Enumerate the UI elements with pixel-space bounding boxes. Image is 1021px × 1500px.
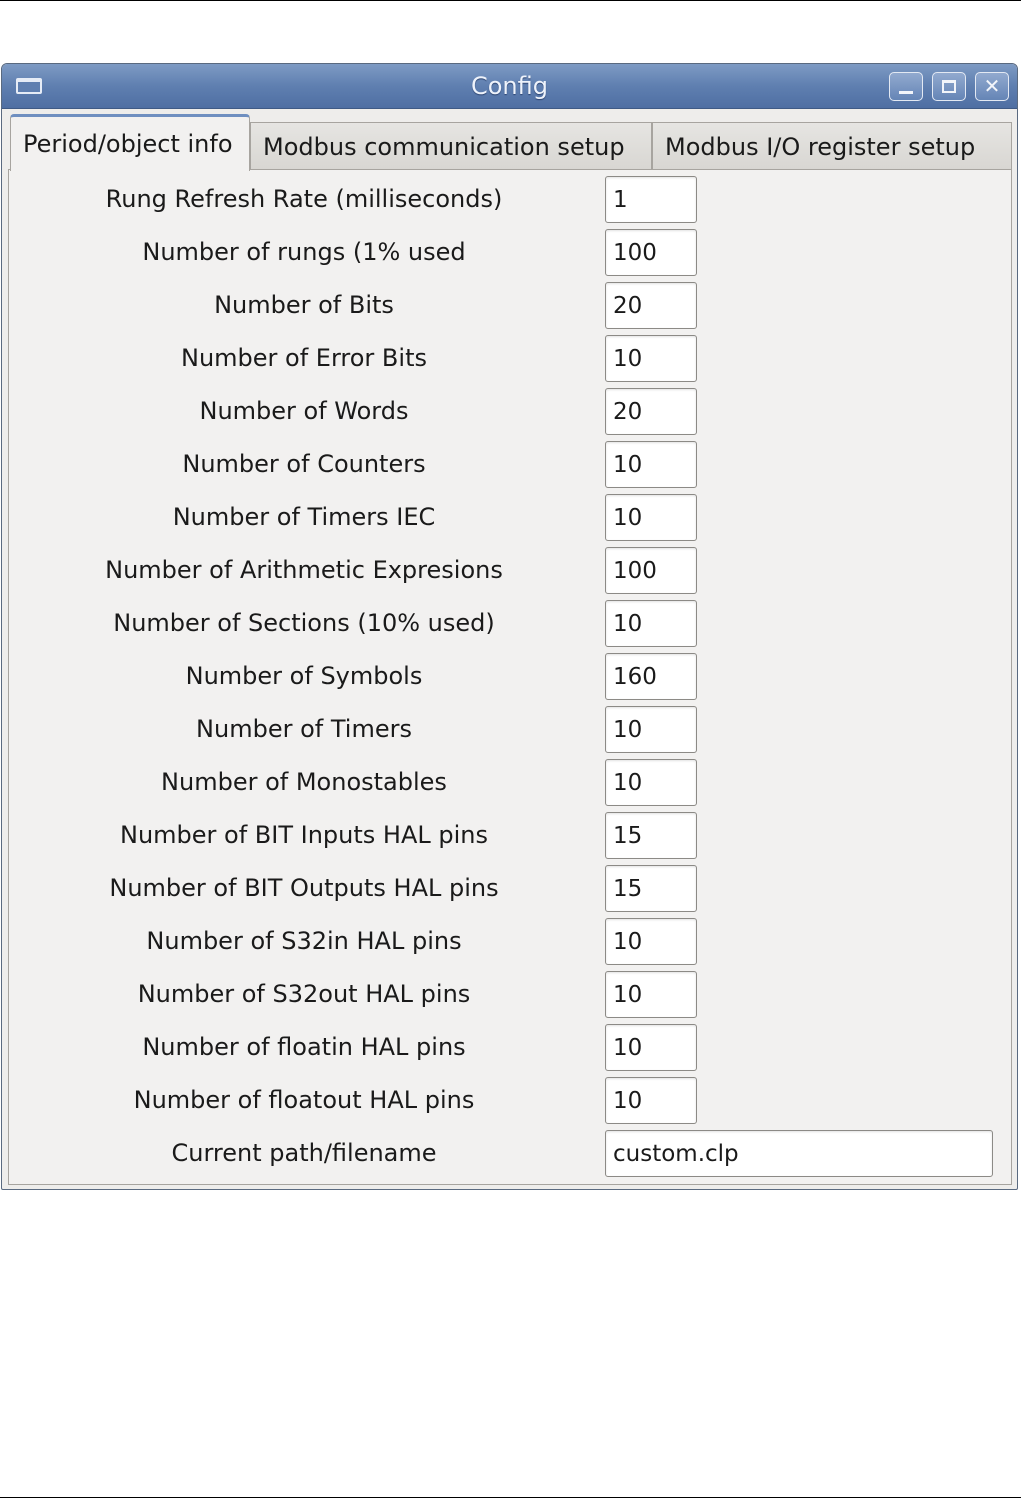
field-row-floatin xyxy=(9,1023,1011,1072)
field-label: Number of BIT Outputs HAL pins xyxy=(109,874,499,902)
field-row-rung-refresh-rate xyxy=(9,175,1011,224)
field-row-bits xyxy=(9,281,1011,330)
field-label: Number of Monostables xyxy=(161,768,447,796)
close-button[interactable] xyxy=(975,72,1009,101)
page-bottom-rule xyxy=(0,1497,1021,1498)
minimize-icon xyxy=(899,91,913,94)
field-label: Number of rungs (1% used xyxy=(142,238,466,266)
bit-inputs-input[interactable] xyxy=(605,812,697,859)
rung-refresh-rate-input[interactable] xyxy=(605,176,697,223)
tab-modbus-communication-setup[interactable]: Modbus communication setup xyxy=(250,122,652,170)
monostables-input[interactable] xyxy=(605,759,697,806)
field-label: Number of S32out HAL pins xyxy=(137,980,471,1008)
sections-input[interactable] xyxy=(605,600,697,647)
field-row-s32in xyxy=(9,917,1011,966)
words-input[interactable] xyxy=(605,388,697,435)
field-label: Number of Counters xyxy=(182,450,426,478)
field-row-words xyxy=(9,387,1011,436)
field-row-monostables xyxy=(9,758,1011,807)
field-label: Number of Bits xyxy=(214,291,394,319)
tab-panel xyxy=(8,169,1012,1185)
field-row-current-path xyxy=(9,1129,1011,1178)
field-label: Number of S32in HAL pins xyxy=(146,927,462,955)
maximize-button[interactable] xyxy=(932,72,966,101)
page-top-rule xyxy=(0,0,1021,1)
field-row-symbols xyxy=(9,652,1011,701)
bit-outputs-input[interactable] xyxy=(605,865,697,912)
counters-input[interactable] xyxy=(605,441,697,488)
window-title: Config xyxy=(470,72,548,100)
field-label: Number of Symbols xyxy=(185,662,423,690)
rungs-input[interactable] xyxy=(605,229,697,276)
field-row-arithmetic-expressions xyxy=(9,546,1011,595)
field-label: Current path/filename xyxy=(171,1139,437,1167)
bits-input[interactable] xyxy=(605,282,697,329)
arithmetic-expressions-input[interactable] xyxy=(605,547,697,594)
current-path-input[interactable] xyxy=(605,1130,993,1177)
field-row-timers xyxy=(9,705,1011,754)
field-row-s32out xyxy=(9,970,1011,1019)
field-label: Number of Words xyxy=(199,397,409,425)
field-label: Number of Timers IEC xyxy=(172,503,436,531)
close-icon: ✕ xyxy=(983,74,1001,98)
floatin-input[interactable] xyxy=(605,1024,697,1071)
tab-modbus-io-register-setup[interactable]: Modbus I/O register setup xyxy=(652,122,1012,170)
field-row-rungs xyxy=(9,228,1011,277)
field-label: Rung Refresh Rate (milliseconds) xyxy=(105,185,503,213)
field-label: Number of BIT Inputs HAL pins xyxy=(120,821,488,849)
field-label: Number of Timers xyxy=(196,715,412,743)
tab-period-object-info[interactable]: Period/object info xyxy=(10,114,250,171)
field-row-error-bits xyxy=(9,334,1011,383)
field-row-counters xyxy=(9,440,1011,489)
field-label: Number of Sections (10% used) xyxy=(113,609,495,637)
field-row-bit-outputs xyxy=(9,864,1011,913)
field-label: Number of Arithmetic Expresions xyxy=(105,556,503,584)
config-window xyxy=(1,63,1018,1190)
field-label: Number of floatout HAL pins xyxy=(133,1086,475,1114)
field-row-floatout xyxy=(9,1076,1011,1125)
tab-bar xyxy=(8,114,1012,170)
timers-iec-input[interactable] xyxy=(605,494,697,541)
field-label: Number of floatin HAL pins xyxy=(142,1033,466,1061)
field-label: Number of Error Bits xyxy=(181,344,427,372)
titlebar[interactable] xyxy=(2,64,1017,109)
symbols-input[interactable] xyxy=(605,653,697,700)
s32out-input[interactable] xyxy=(605,971,697,1018)
field-row-timers-iec xyxy=(9,493,1011,542)
field-row-sections xyxy=(9,599,1011,648)
maximize-icon xyxy=(942,80,956,93)
timers-input[interactable] xyxy=(605,706,697,753)
field-row-bit-inputs xyxy=(9,811,1011,860)
minimize-button[interactable] xyxy=(889,72,923,101)
s32in-input[interactable] xyxy=(605,918,697,965)
error-bits-input[interactable] xyxy=(605,335,697,382)
floatout-input[interactable] xyxy=(605,1077,697,1124)
